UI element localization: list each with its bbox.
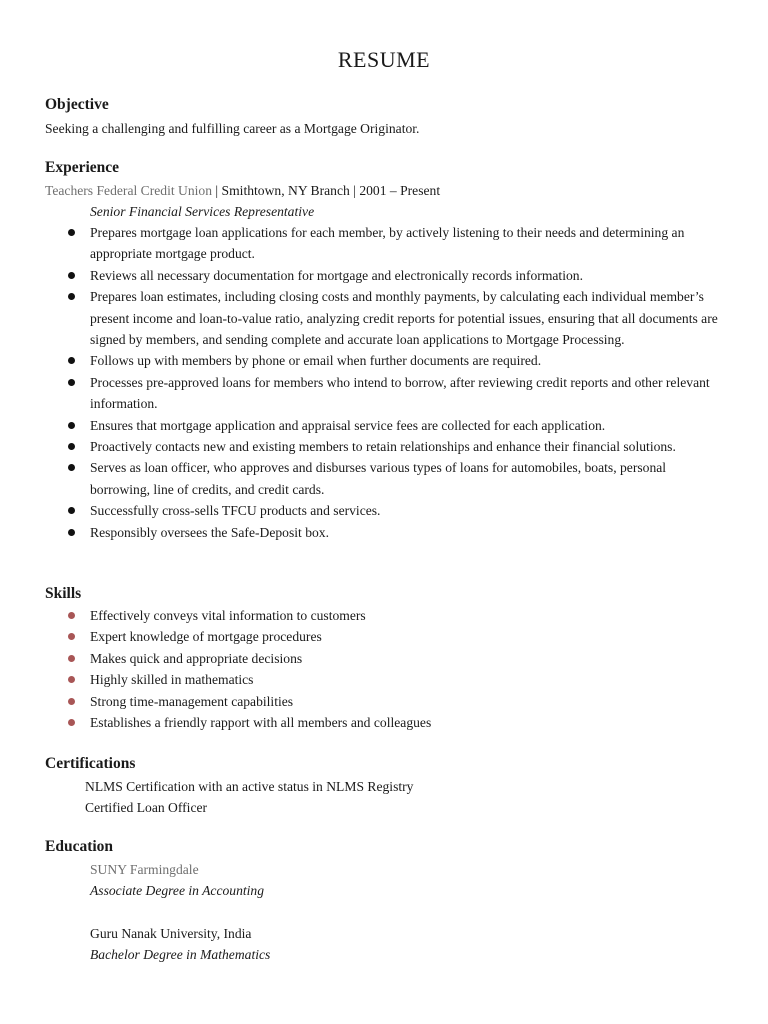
- list-item: Ensures that mortgage application and appraisal service fees are collected for each application.: [0, 415, 768, 436]
- bullet-icon: [68, 293, 75, 300]
- certifications-heading: Certifications: [45, 755, 136, 772]
- list-item: Makes quick and appropriate decisions: [0, 648, 768, 669]
- education-heading: Education: [45, 838, 114, 855]
- employer-name: Teachers Federal Credit Union: [45, 183, 213, 198]
- page-title: RESUME: [337, 47, 431, 72]
- experience-heading: Experience: [45, 159, 120, 176]
- list-item: Follows up with members by phone or email when further documents are required.: [0, 350, 768, 371]
- bullet-icon: [68, 633, 75, 640]
- school-name: Guru Nanak University, India: [90, 926, 252, 941]
- bullet-icon: [68, 719, 75, 726]
- bullet-icon: [68, 698, 75, 705]
- bullet-icon: [68, 272, 75, 279]
- bullet-icon: [68, 529, 75, 536]
- list-item: Proactively contacts new and existing members to retain relationships and enhance their financial solutions.: [0, 436, 768, 457]
- degree-name: Associate Degree in Accounting: [90, 883, 265, 898]
- bullet-icon: [68, 357, 75, 364]
- list-item: Establishes a friendly rapport with all members and colleagues: [0, 712, 768, 733]
- experience-bullet-list: [0, 222, 768, 543]
- bullet-icon: [68, 379, 75, 386]
- list-item: Prepares mortgage loan applications for each member, by actively listening to their needs and determining an appropriate mortgage product.: [0, 222, 768, 265]
- certification-item: Certified Loan Officer: [85, 800, 208, 815]
- list-item: Responsibly oversees the Safe-Deposit box.: [0, 522, 768, 543]
- list-item: Expert knowledge of mortgage procedures: [0, 626, 768, 647]
- experience-employer-line: [45, 180, 440, 201]
- employer-location-dates: | Smithtown, NY Branch | 2001 – Present: [212, 183, 441, 198]
- bullet-icon: [68, 507, 75, 514]
- list-item: Strong time-management capabilities: [0, 691, 768, 712]
- objective-text: Seeking a challenging and fulfilling career as a Mortgage Originator.: [45, 121, 420, 136]
- list-item: Effectively conveys vital information to customers: [0, 605, 768, 626]
- school-name: SUNY Farmingdale: [90, 862, 199, 877]
- list-item: Serves as loan officer, who approves and disburses various types of loans for automobiles, boats, personal borrowing, line of credits, and credit cards.: [0, 457, 768, 500]
- job-role: Senior Financial Services Representative: [90, 204, 315, 219]
- degree-name: Bachelor Degree in Mathematics: [90, 947, 271, 962]
- skills-heading: Skills: [45, 585, 82, 602]
- list-item: Prepares loan estimates, including closing costs and monthly payments, by calculating each individual member’s present income and loan-to-value ratio, analyzing credit reports for potential issues, ensuring that all documents are signed by members, and sending complete and accurate loan applications to Mortgage Processing.: [0, 286, 768, 350]
- bullet-icon: [68, 422, 75, 429]
- list-item: Processes pre-approved loans for members who intend to borrow, after reviewing credit reports and other relevant information.: [0, 372, 768, 415]
- list-item: Highly skilled in mathematics: [0, 669, 768, 690]
- bullet-icon: [68, 655, 75, 662]
- bullet-icon: [68, 676, 75, 683]
- certification-item: NLMS Certification with an active status in NLMS Registry: [85, 779, 414, 794]
- list-item: Reviews all necessary documentation for mortgage and electronically records information.: [0, 265, 768, 286]
- bullet-icon: [68, 464, 75, 471]
- bullet-icon: [68, 229, 75, 236]
- bullet-icon: [68, 443, 75, 450]
- objective-heading: Objective: [45, 96, 109, 113]
- skills-list: [0, 605, 768, 733]
- bullet-icon: [68, 612, 75, 619]
- list-item: Successfully cross-sells TFCU products and services.: [0, 500, 768, 521]
